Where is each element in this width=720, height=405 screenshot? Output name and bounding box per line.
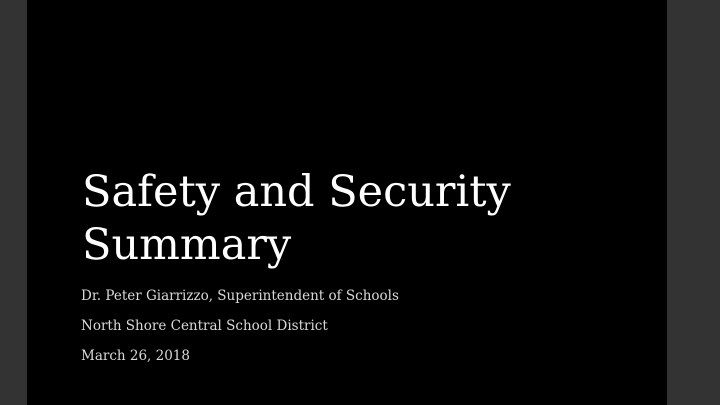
slide-subtitle — [81, 286, 641, 376]
organization-line: North Shore Central School District — [81, 318, 328, 334]
slide-title: Safety and Security Summary — [82, 167, 511, 270]
presenter-line: Dr. Peter Giarrizzo, Superintendent of Schools — [81, 288, 399, 304]
date-line: March 26, 2018 — [81, 348, 190, 364]
slide[interactable] — [27, 0, 667, 405]
